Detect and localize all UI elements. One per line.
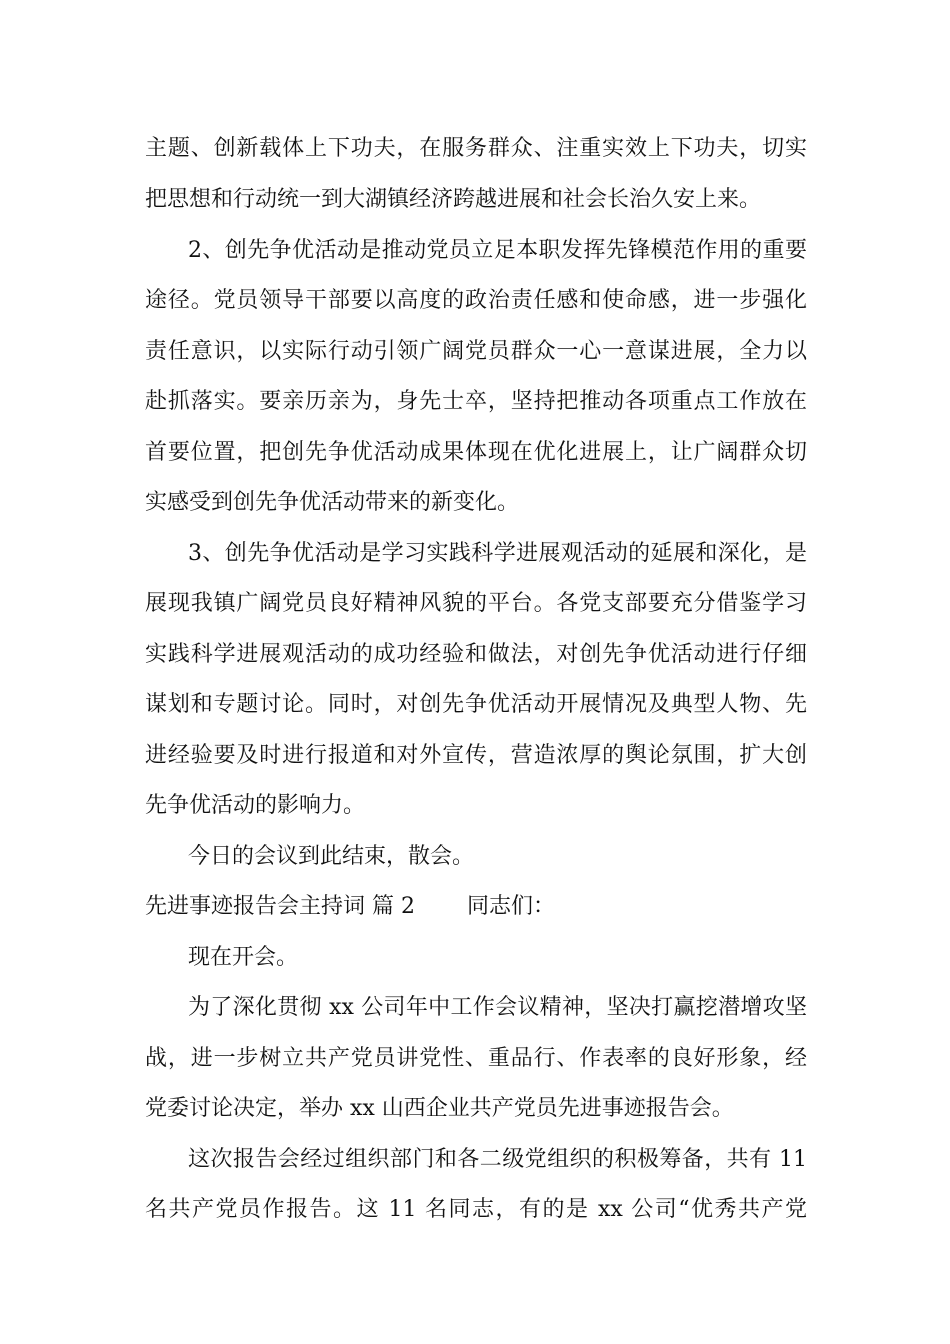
closing-line: 今日的会议到此结束，散会。: [188, 844, 475, 869]
paragraph-line: 首要位置，把创先争优活动成果体现在优化进展上，让广阔群众切: [145, 440, 807, 465]
paragraph-line: 实感受到创先争优活动带来的新变化。: [145, 490, 520, 515]
paragraph-line: 主题、创新载体上下功夫，在服务群众、注重实效上下功夫，切实: [145, 136, 807, 161]
paragraph-line: 现在开会。: [188, 945, 299, 970]
paragraph-line: 谋划和专题讨论。同时，对创先争优活动开展情况及典型人物、先: [145, 692, 807, 717]
paragraph-line: 把思想和行动统一到大湖镇经济跨越进展和社会长治久安上来。: [145, 187, 762, 212]
paragraph-line: 这次报告会经过组织部门和各二级党组织的积极筹备，共有 11: [188, 1147, 807, 1172]
paragraph-line: 责任意识，以实际行动引领广阔党员群众一心一意谋进展，全力以: [145, 339, 807, 364]
paragraph-line: 为了深化贯彻 xx 公司年中工作会议精神，坚决打赢挖潜增攻坚: [188, 995, 807, 1020]
paragraph-line: 名共产党员作报告。这 11 名同志，有的是 xx 公司“优秀共产党: [145, 1197, 807, 1222]
paragraph-line: 战，进一步树立共产党员讲党性、重品行、作表率的良好形象，经: [145, 1046, 807, 1071]
paragraph-line: 展现我镇广阔党员良好精神风貌的平台。各党支部要充分借鉴学习: [145, 591, 807, 616]
paragraph-line: 党委讨论决定，举办 xx 山西企业共产党员先进事迹报告会。: [145, 1096, 734, 1121]
salutation: 同志们：: [466, 894, 555, 919]
section-title: 先进事迹报告会主持词 篇 2: [145, 894, 415, 919]
paragraph-line: 2、创先争优活动是推动党员立足本职发挥先锋模范作用的重要: [188, 238, 807, 263]
paragraph-line: 赴抓落实。要亲历亲为，身先士卒，坚持把推动各项重点工作放在: [145, 389, 807, 414]
section-heading: [145, 892, 807, 922]
paragraph-line: 先争优活动的影响力。: [145, 793, 366, 818]
paragraph-line: 3、创先争优活动是学习实践科学进展观活动的延展和深化，是: [188, 541, 807, 566]
paragraph-line: 途径。党员领导干部要以高度的政治责任感和使命感，进一步强化: [145, 288, 807, 313]
paragraph-line: 实践科学进展观活动的成功经验和做法，对创先争优活动进行仔细: [145, 642, 807, 667]
paragraph-line: 进经验要及时进行报道和对外宣传，营造浓厚的舆论氛围，扩大创: [145, 743, 807, 768]
